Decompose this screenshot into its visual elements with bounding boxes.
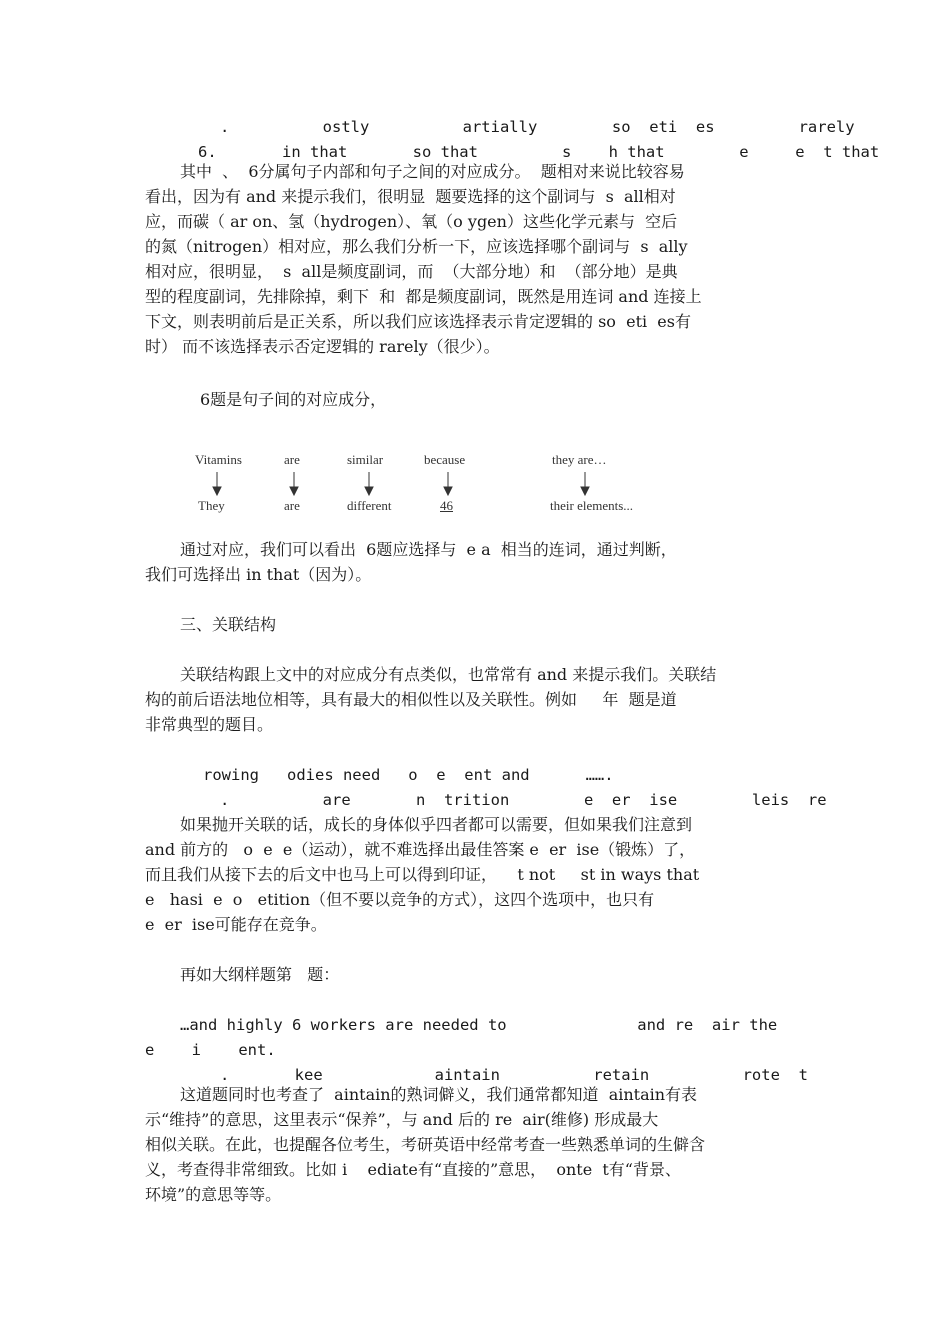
p4-l2: 构的前后语法地位相等，具有最大的相似性以及关联性。例如 年 题是道: [145, 690, 677, 709]
p7-l4: 义，考查得非常细致。比如 i ediate有“直接的”意思， onte t有“背景、: [145, 1160, 681, 1179]
p1-l7: 下文，则表明前后是正关系，所以我们应该选择表示肯定逻辑的 so eti es有: [145, 312, 691, 331]
p1-l3: 应，而碳（ ar on、氢（hydrogen）、氧（o ygen）这些化学元素与 空后: [145, 212, 678, 231]
p5-l4: e hasi e o etition（但不要以竞争的方式），这四个选项中，也只有: [145, 890, 655, 909]
figure-top-word: Vitamins: [195, 452, 242, 467]
p3-l2: 我们可选择出 in that（因为）。: [145, 565, 372, 584]
p1-l1: 其中 、 6分属句子内部和句子之间的对应成分。 题相对来说比较容易: [180, 162, 685, 181]
p4-l3: 非常典型的题目。: [145, 715, 274, 734]
ex2-l1: …and highly 6 workers are needed to and re air the: [180, 1016, 778, 1034]
ex2-opts: . kee aintain retain rote t: [220, 1066, 808, 1084]
p5-l5: e er ise可能存在竞争。: [145, 915, 327, 934]
p1-l4: 的氮（nitrogen）相对应，那么我们分析一下，应该选择哪个副词与 s ally: [145, 237, 688, 256]
ex1-opts: . are n trition e er ise leis re: [220, 791, 827, 809]
p1-l2: 看出，因为有 and 来提示我们，很明显 题要选择的这个副词与 s all相对: [145, 187, 676, 206]
p7-l2: 示“维持”的意思，这里表示“保养”，与 and 后的 re air(维修) 形成最大: [145, 1110, 659, 1129]
figure-bottom-word: They: [198, 498, 225, 513]
figure-blank-number: 46: [440, 498, 453, 513]
figure-top-word: because: [424, 452, 466, 467]
p1-l8: 时） 而不该选择表示否定逻辑的 rarely（很少）。: [145, 337, 500, 356]
figure-top-word: similar: [347, 452, 384, 467]
opt-row-2: 6. in that so that s h that e e t that: [198, 143, 880, 161]
opt-row-1: . ostly artially so eti es rarely: [220, 118, 855, 136]
figure-top-word: are: [284, 452, 300, 467]
p5-l1: 如果抛开关联的话，成长的身体似乎四者都可以需要，但如果我们注意到: [180, 815, 693, 834]
p7-l5: 环境”的意思等等。: [145, 1185, 282, 1204]
p3-l1: 通过对应，我们可以看出 6题应选择与 e a 相当的连词，通过判断，: [180, 540, 677, 559]
p6: 再如大纲样题第 题：: [180, 965, 340, 984]
figure-top-word: they are…: [552, 452, 607, 467]
figure-bottom-word: their elements...: [550, 498, 634, 513]
figure-bottom-word: different: [347, 498, 392, 513]
h3: 三、关联结构: [180, 615, 277, 634]
p5-l3: 而且我们从接下去的后文中也马上可以得到印证， t not st in ways that: [145, 865, 700, 884]
ex1: rowing odies need o e ent and …….: [203, 766, 614, 784]
p1-l5: 相对应，很明显， s all是频度副词，而 （大部分地）和 （部分地）是典: [145, 262, 678, 281]
p5-l2: and 前方的 o e e（运动），就不难选择出最佳答案 e er ise（锻炼）了，: [145, 840, 696, 859]
figure-bottom-word: are: [284, 498, 300, 513]
p2: 6题是句子间的对应成分，: [200, 390, 387, 409]
correspondence-figure: [192, 450, 662, 522]
p1-l6: 型的程度副词，先排除掉，剩下 和 都是频度副词，既然是用连词 and 连接上: [145, 287, 702, 306]
p4-l1: 关联结构跟上文中的对应成分有点类似，也常常有 and 来提示我们。关联结: [180, 665, 717, 684]
ex2-l2: e i ent.: [145, 1041, 276, 1059]
p7-l3: 相似关联。在此，也提醒各位考生，考研英语中经常考查一些熟悉单词的生僻含: [145, 1135, 706, 1154]
p7-l1: 这道题同时也考查了 aintain的熟词僻义，我们通常都知道 aintain有表: [180, 1085, 698, 1104]
